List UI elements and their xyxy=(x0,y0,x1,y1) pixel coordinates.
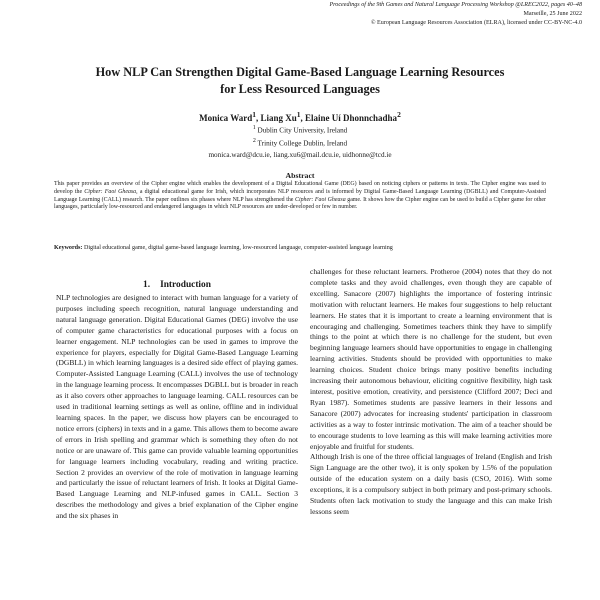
section-heading-introduction xyxy=(56,280,298,290)
author-list xyxy=(20,110,580,123)
paper-title xyxy=(20,64,580,98)
affiliation-2 xyxy=(20,136,580,149)
affiliation-1 xyxy=(20,123,580,136)
keywords-text: Digital educational game, digital game-based language learning, low-resourced language, computer-assisted language learning xyxy=(82,245,393,251)
keywords xyxy=(54,244,546,253)
abstract-body xyxy=(54,181,546,212)
author-1: Monica Ward xyxy=(199,113,253,123)
affiliation-2-mark: 2 xyxy=(252,138,256,145)
abstract-game-name-1: Cipher: Faoi Gheasa xyxy=(84,188,137,195)
affiliations xyxy=(20,123,580,161)
irish-language-paragraph: Although Irish is one of the three official languages of Ireland (English and Irish Sign Language are the other two), it is only spoken by 1.5% of the population outside of the education system on a daily basis (CSO, 2016). With some exceptions, it is a compulsory subject in both primary and post-primary schools. Students often lack motivation to study the language and this can make Irish lessons seem xyxy=(310,452,552,516)
abstract-text-1: This paper provides an overview of the Cipher engine which enables the development of a Digital Educational Game (DEG) based on noticing ciphers or patterns in texts. The Cipher engine was used to develop the xyxy=(54,181,546,195)
abstract-text-3: game. It shows how the Cipher engine can be used to build a Cipher game for other languages, particularly low-resourced and endangered languages in which NLP resources are under-developed or few in number. xyxy=(54,196,546,211)
affiliation-2-text: Trinity College Dublin, Ireland xyxy=(257,139,348,148)
abstract-text-2: , a digital educational game for Irish, which incorporates NLP resources and is informed by Digital Game-Based Language Learning (DGBLL) and Computer-Assisted Language Learning (CALL) research. The paper outlines six phases where NLP has strengthened the xyxy=(54,188,546,203)
affiliation-1-text: Dublin City University, Ireland xyxy=(257,126,348,135)
left-column xyxy=(56,293,298,522)
title-line-2: for Less Resourced Languages xyxy=(220,82,380,96)
author-3: Elaine Uí Dhonnchadha xyxy=(305,113,398,123)
keywords-label: Keywords: xyxy=(54,245,83,251)
affiliation-1-mark: 1 xyxy=(252,125,256,131)
header-license-line: © European Language Resources Association (ELRA), licensed under CC-BY-NC-4.0 xyxy=(370,20,582,26)
abstract-heading: Abstract xyxy=(285,171,315,180)
author-2: Liang Xu xyxy=(260,113,297,123)
title-line-1: How NLP Can Strengthen Digital Game-Based Language Learning Resources xyxy=(95,65,505,79)
header-location-line: Marseille, 25 June 2022 xyxy=(523,11,582,17)
section-number: 1. xyxy=(143,280,151,290)
proceedings-header xyxy=(182,1,582,28)
author-1-affiliation-mark: 1 xyxy=(252,110,257,119)
author-2-affiliation-mark: 1 xyxy=(296,110,301,119)
author-separator: , xyxy=(256,113,261,123)
author-3-affiliation-mark: 2 xyxy=(397,110,401,119)
author-separator: , xyxy=(300,113,306,123)
header-proceedings-line: Proceedings of the 9th Games and Natural Language Processing Workshop @LREC2022, pages 40–48 xyxy=(329,2,582,8)
right-column xyxy=(310,267,552,518)
section-title: Introduction xyxy=(160,280,211,290)
author-emails: monica.ward@dcu.ie, liang.xu6@mail.dcu.ie, uidhonne@tcd.ie xyxy=(208,150,392,159)
intro-paragraph-1: NLP technologies are designed to interact with human language for a variety of purposes including speech recognition, natural language understanding and natural language generation. Digital Educational Games (DEG) involve the use of computer game characteristics for educational purposes with a focus on learner engagement. NLP technologies can be used in games to improve the experience for players, especially for Digital Game-Based Language Learning (DGBLL) in which learning languages is a desired side effect of playing games. Computer-Assisted Language Learning (CALL) involves the use of technology in the language learning process. It encompasses DGBLL but is broader in reach as it also covers other approaches to language learning. CALL resources can be used in traditional learning settings as well as online, offline and in individual learning spaces. In the paper, we discuss how players can be encouraged to notice errors (ciphers) in texts and in a game. This allows them to become aware of errors in Irish spelling and grammar which is something they often do not notice or are unaware of. This game can provide valuable learning opportunities for language learners including vocabulary, reading and writing practice. Section 2 provides an overview of the role of motivation in language learning and particularly the issue of reluctant learners of Irish. It looks at Digital Game-Based Language Learning and NLP-infused games in CALL. Section 3 describes the methodology and gives a brief explanation of the Cipher engine and the six phases in xyxy=(56,293,298,521)
motivation-paragraph: challenges for these reluctant learners. Protheroe (2004) notes that they do not complete tasks and they avoid challenges, even though they are capable of excelling. Sanacore (2007) highlights the importance of fostering intrinsic motivation with reluctant learners. He makes four suggestions to help reluctant learners. He states that it is important to create a learning environment that is encouraging and challenging. Sometimes teachers think they have to simplify things to the point at which there is no challenge for the student, but even beginning language learners should have opportunities to engage in challenging learning activities. Students should be provided with opportunities to make learning choices. Student choice brings many positive benefits including increasing their autonomous behaviour, eliciting cognitive flexibility, high task interest, positive emotion, creativity, and persistence (Clifford 2007; Deci and Ryan 1987). Sometimes students are passive learners in their lessons and Sanacore (2007) advocates for increasing students' participation in classroom activities as a way to foster intrinsic motivation. The aim of a teacher should be to encourage students to love learning as this will make learning activities more enjoyable and fruitful for students. xyxy=(310,267,552,451)
abstract-game-name-2: Cipher: Faoi Gheasa xyxy=(295,196,346,203)
